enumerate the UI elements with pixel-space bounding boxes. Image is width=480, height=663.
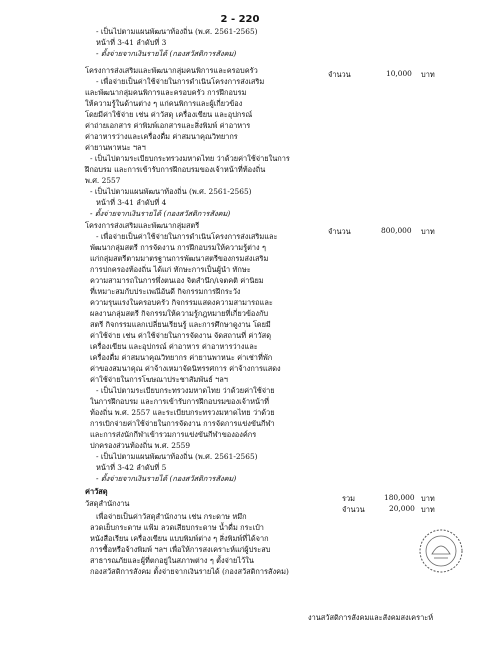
item-title: วัสดุสำนักงาน: [85, 499, 130, 508]
text-line: ลวดเย็บกระดาษ แฟ้ม ลวดเสียบกระดาษ น้ำดื่ม กระเป๋า: [90, 523, 264, 532]
amount-unit: บาท: [421, 227, 435, 236]
text-line: และพัฒนากลุ่มคนพิการและครอบครัว การฝึกอบรม: [85, 88, 247, 97]
text-line: - เป็นไปตามระเบียบกระทรวงมหาดไทย ว่าด้วยค่าใช้จ่าย: [96, 386, 275, 395]
amount-value: 800,000: [381, 226, 412, 235]
text-line: ผลงานกลุ่มสตรี กิจกรรมให้ความรู้กฎหมายที่เกี่ยวข้องกับ: [90, 309, 269, 318]
total-value: 180,000: [384, 493, 415, 502]
text-line: ค่าอาหารว่างและเครื่องดื่ม ค่าสมนาคุณวิทยากร: [85, 132, 238, 141]
total-label: รวม: [342, 494, 355, 503]
text-line: หน้าที่ 3-41 ลำดับที่ 3: [96, 38, 167, 47]
project-title: โครงการส่งเสริมและพัฒนากลุ่มคนพิการและครอบครัว: [85, 66, 258, 75]
text-line: เครื่องดื่ม ค่าสมนาคุณวิทยากร ค่ายานพาหนะ ค่าเช่าที่พัก: [90, 353, 273, 362]
text-line: - เป็นไปตามระเบียบกระทรวงมหาดไทย ว่าด้วยค่าใช้จ่ายในการ: [90, 154, 290, 163]
official-seal-icon: [418, 528, 464, 574]
text-line: ค่าใช้จ่ายในการโฆษณาประชาสัมพันธ์ ฯลฯ: [90, 375, 228, 384]
section-heading: ค่าวัสดุ: [85, 487, 108, 496]
text-line: ที่เหมาะสมกับประเพณีอันดี กิจกรรมการฝึกระวัง: [90, 287, 241, 296]
text-line: ค่าของสมนาคุณ ค่าจ้างเหมาจัดนิทรรศการ ค่าจ้างการแสดง: [90, 364, 281, 373]
text-line: ความสามารถในการพึ่งตนเอง จิตสำนึก/เจตคติ ค่านิยม: [90, 276, 264, 285]
text-line: ฝึกอบรม และการเข้ารับการฝึกอบรมของเจ้าหน้าที่ท้องถิ่น: [85, 165, 266, 174]
amount-value: 20,000: [389, 504, 415, 513]
text-line: - เป็นไปตามแผนพัฒนาท้องถิ่น (พ.ศ. 2561-2565): [90, 187, 252, 196]
text-line: - เพื่อจ่ายเป็นค่าใช้จ่ายในการดำเนินโครงการส่งเสริม: [96, 77, 265, 86]
text-line: - ตั้งจ่ายจากเงินรายได้ (กองสวัสดิการสังคม): [96, 474, 237, 483]
total-unit: บาท: [421, 494, 435, 503]
text-line: พัฒนากลุ่มสตรี การจัดงาน การฝึกอบรมให้ความรู้ต่าง ๆ: [90, 243, 266, 252]
text-line: - เป็นไปตามแผนพัฒนาท้องถิ่น (พ.ศ. 2561-2565): [96, 452, 258, 461]
text-line: เพื่อจ่ายเป็นค่าวัสดุสำนักงาน เช่น กระดาษ หมึก: [96, 512, 247, 521]
text-line: การปกครองท้องถิ่น ได้แก่ ทักษะการเป็นผู้นำ ทักษะ: [90, 265, 251, 274]
text-line: ในการฝึกอบรม และการเข้ารับการฝึกอบรมของเจ้าหน้าที่: [90, 397, 270, 406]
text-line: สตรี กิจกรรมแลกเปลี่ยนเรียนรู้ และการศึกษาดูงาน โดยมี: [90, 320, 271, 329]
text-line: ค่าใช้จ่าย เช่น ค่าใช้จ่ายในการจัดงาน จัดสถานที่ ค่าวัสดุ: [90, 331, 271, 340]
amount-label: จำนวน: [342, 505, 365, 514]
text-line: ค่าถ่ายเอกสาร ค่าพิมพ์เอกสารและสิ่งพิมพ์ ค่าอาหาร: [85, 121, 251, 130]
footer-department: งานสวัสดิการสังคมและสังคมสงเคราะห์: [308, 613, 434, 622]
amount-label: จำนวน: [328, 70, 351, 79]
text-line: การเบิกจ่ายค่าใช้จ่ายในการจัดงาน การจัดการแข่งขันกีฬา: [90, 419, 275, 428]
amount-label: จำนวน: [328, 227, 351, 236]
text-line: โดยมีค่าใช้จ่าย เช่น ค่าวัสดุ เครื่องเขียน และอุปกรณ์: [85, 110, 253, 119]
amount-unit: บาท: [421, 70, 435, 79]
text-line: - เป็นไปตามแผนพัฒนาท้องถิ่น (พ.ศ. 2561-2565): [96, 27, 258, 36]
page-number: 2 - 220: [220, 14, 260, 25]
text-line: หน้าที่ 3-42 ลำดับที่ 5: [96, 463, 167, 472]
text-line: หนังสือเรียน เครื่องเขียน แบบพิมพ์ต่าง ๆ สิ่งพิมพ์ที่ได้จาก: [90, 534, 269, 543]
amount-value: 10,000: [386, 69, 412, 78]
amount-unit: บาท: [421, 505, 435, 514]
text-line: - เพื่อจ่ายเป็นค่าใช้จ่ายในการดำเนินโครงการส่งเสริมและ: [96, 232, 278, 241]
text-line: - ตั้งจ่ายจากเงินรายได้ (กองสวัสดิการสังคม): [96, 49, 237, 58]
text-line: ท้องถิ่น พ.ศ. 2557 และระเบียบกระทรวงมหาดไทย ว่าด้วย: [90, 408, 275, 417]
text-line: ปกครองส่วนท้องถิ่น พ.ศ. 2559: [90, 441, 191, 450]
text-line: ความรุนแรงในครอบครัว กิจกรรมแสดงความสามารถและ: [90, 298, 273, 307]
text-line: สาธารณภัยและผู้ที่ตกอยู่ในสภาพต่าง ๆ ตั้งจ่ายไว้ใน: [90, 556, 254, 565]
text-line: หน้าที่ 3-41 ลำดับที่ 4: [96, 198, 167, 207]
text-line: กองสวัสดิการสังคม ตั้งจ่ายจากเงินรายได้ (กองสวัสดิการสังคม): [90, 567, 289, 576]
text-line: พ.ศ. 2557: [85, 176, 121, 185]
text-line: เครื่องเขียน และอุปกรณ์ ค่าอาหาร ค่าอาหารว่างและ: [90, 342, 258, 351]
text-line: แก่กลุ่มสตรีตามมาตรฐานการพัฒนาสตรีของกรมส่งเสริม: [90, 254, 269, 263]
project-title: โครงการส่งเสริมและพัฒนากลุ่มสตรี: [85, 221, 200, 230]
text-line: การซื้อหรือจ้างพิมพ์ ฯลฯ เพื่อให้การสงเคราะห์แก่ผู้ประสบ: [90, 545, 271, 554]
text-line: - ตั้งจ่ายจากเงินรายได้ (กองสวัสดิการสังคม): [90, 209, 231, 218]
text-line: ให้ความรู้ในด้านต่าง ๆ แก่คนพิการและผู้เกี่ยวข้อง: [85, 99, 243, 108]
text-line: และการส่งนักกีฬาเข้ารวมการแข่งขันกีฬาขององค์กร: [90, 430, 257, 439]
text-line: ค่ายานพาหนะ ฯลฯ: [85, 143, 146, 152]
